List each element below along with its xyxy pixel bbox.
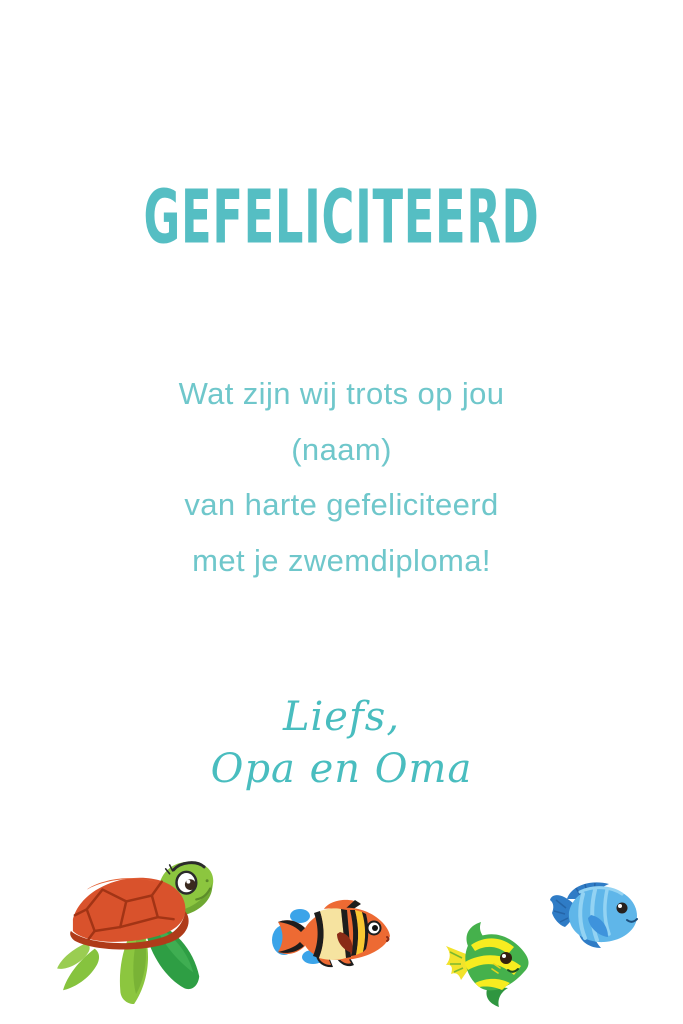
signoff-sender: Opa en Oma xyxy=(210,746,473,792)
sea-turtle-illustration xyxy=(56,858,226,1006)
signoff-block xyxy=(0,691,683,795)
message-line-3: van harte gefeliciteerd xyxy=(184,487,499,522)
message-block xyxy=(0,366,683,588)
signoff-greeting: Liefs, xyxy=(282,694,401,740)
clownfish-illustration xyxy=(270,898,395,970)
congrats-title: GEFELICITEERD xyxy=(143,176,540,262)
blue-fish-illustration xyxy=(550,880,645,950)
angelfish-illustration xyxy=(438,922,538,1007)
message-line-1: Wat zijn wij trots op jou xyxy=(178,376,505,411)
message-line-name-placeholder: (naam) xyxy=(291,431,392,467)
message-line-4: met je zwemdiploma! xyxy=(192,542,491,578)
